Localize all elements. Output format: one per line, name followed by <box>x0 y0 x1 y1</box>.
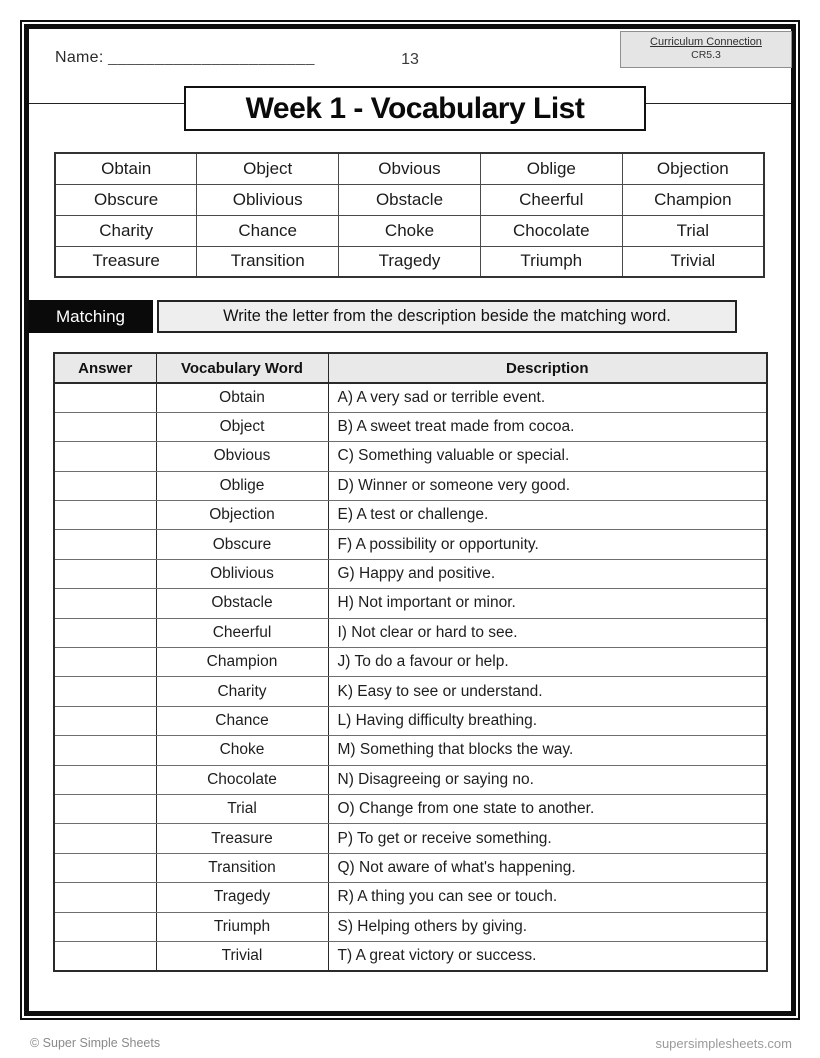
description-cell: J) To do a favour or help. <box>328 648 767 677</box>
description-cell: G) Happy and positive. <box>328 559 767 588</box>
answer-cell[interactable] <box>54 530 156 559</box>
matching-instruction-box <box>157 300 737 333</box>
name-label: Name: <box>55 49 104 66</box>
vocabulary-word-cell: Champion <box>156 648 328 677</box>
matching-row <box>54 677 767 706</box>
word-bank-cell: Trivial <box>622 246 764 277</box>
matching-row <box>54 765 767 794</box>
vocabulary-word-cell: Obtain <box>156 383 328 412</box>
vocabulary-word-column-header: Vocabulary Word <box>156 353 328 383</box>
word-bank-table <box>54 152 765 278</box>
description-cell: Q) Not aware of what's happening. <box>328 853 767 882</box>
word-bank-cell: Chocolate <box>480 215 622 246</box>
vocabulary-word-cell: Obvious <box>156 442 328 471</box>
answer-cell[interactable] <box>54 736 156 765</box>
copyright-text: © Super Simple Sheets <box>30 1036 161 1050</box>
matching-instruction-text: Write the letter from the description beside the matching word. <box>223 307 671 325</box>
description-cell: C) Something valuable or special. <box>328 442 767 471</box>
page-number: 13 <box>401 51 419 68</box>
matching-row <box>54 853 767 882</box>
vocabulary-word-cell: Trial <box>156 794 328 823</box>
vocabulary-word-cell: Oblivious <box>156 559 328 588</box>
word-bank-cell: Obscure <box>55 184 197 215</box>
matching-table-header-row <box>54 353 767 383</box>
answer-cell[interactable] <box>54 912 156 941</box>
matching-row <box>54 912 767 941</box>
matching-section-label <box>28 300 153 333</box>
description-cell: E) A test or challenge. <box>328 501 767 530</box>
word-bank-cell: Choke <box>339 215 481 246</box>
worksheet-title-box <box>184 86 646 131</box>
description-cell: M) Something that blocks the way. <box>328 736 767 765</box>
answer-cell[interactable] <box>54 383 156 412</box>
description-cell: B) A sweet treat made from cocoa. <box>328 412 767 441</box>
matching-row <box>54 412 767 441</box>
matching-row <box>54 530 767 559</box>
word-bank-cell: Cheerful <box>480 184 622 215</box>
answer-cell[interactable] <box>54 412 156 441</box>
answer-cell[interactable] <box>54 706 156 735</box>
matching-row <box>54 706 767 735</box>
matching-row <box>54 559 767 588</box>
answer-cell[interactable] <box>54 442 156 471</box>
matching-row <box>54 883 767 912</box>
word-bank-cell: Obvious <box>339 153 481 184</box>
vocabulary-word-cell: Cheerful <box>156 618 328 647</box>
description-cell: L) Having difficulty breathing. <box>328 706 767 735</box>
answer-cell[interactable] <box>54 941 156 970</box>
curriculum-badge-code: CR5.3 <box>691 49 721 61</box>
description-cell: R) A thing you can see or touch. <box>328 883 767 912</box>
vocabulary-word-cell: Objection <box>156 501 328 530</box>
description-cell: S) Helping others by giving. <box>328 912 767 941</box>
description-cell: N) Disagreeing or saying no. <box>328 765 767 794</box>
word-bank-cell: Triumph <box>480 246 622 277</box>
answer-cell[interactable] <box>54 765 156 794</box>
vocabulary-word-cell: Oblige <box>156 471 328 500</box>
matching-row <box>54 501 767 530</box>
curriculum-badge-title: Curriculum Connection <box>650 36 762 48</box>
description-cell: D) Winner or someone very good. <box>328 471 767 500</box>
answer-column-header: Answer <box>54 353 156 383</box>
description-cell: H) Not important or minor. <box>328 589 767 618</box>
matching-row <box>54 736 767 765</box>
answer-cell[interactable] <box>54 559 156 588</box>
answer-cell[interactable] <box>54 648 156 677</box>
vocabulary-word-cell: Transition <box>156 853 328 882</box>
answer-cell[interactable] <box>54 471 156 500</box>
vocabulary-word-cell: Treasure <box>156 824 328 853</box>
answer-cell[interactable] <box>54 589 156 618</box>
word-bank-cell: Charity <box>55 215 197 246</box>
word-bank-row <box>55 153 764 184</box>
description-cell: T) A great victory or success. <box>328 941 767 970</box>
word-bank-row <box>55 215 764 246</box>
word-bank-cell: Treasure <box>55 246 197 277</box>
word-bank-cell: Obtain <box>55 153 197 184</box>
word-bank-cell: Champion <box>622 184 764 215</box>
vocabulary-word-cell: Trivial <box>156 941 328 970</box>
word-bank-row <box>55 184 764 215</box>
answer-cell[interactable] <box>54 794 156 823</box>
vocabulary-word-cell: Obstacle <box>156 589 328 618</box>
answer-cell[interactable] <box>54 677 156 706</box>
answer-cell[interactable] <box>54 618 156 647</box>
word-bank-cell: Obstacle <box>339 184 481 215</box>
description-cell: K) Easy to see or understand. <box>328 677 767 706</box>
website-text: supersimplesheets.com <box>655 1036 792 1051</box>
matching-row <box>54 941 767 970</box>
word-bank-row <box>55 246 764 277</box>
vocabulary-word-cell: Choke <box>156 736 328 765</box>
word-bank-cell: Objection <box>622 153 764 184</box>
matching-row <box>54 794 767 823</box>
matching-row <box>54 471 767 500</box>
word-bank-cell: Trial <box>622 215 764 246</box>
word-bank-cell: Oblige <box>480 153 622 184</box>
vocabulary-word-cell: Triumph <box>156 912 328 941</box>
vocabulary-word-cell: Chocolate <box>156 765 328 794</box>
answer-cell[interactable] <box>54 853 156 882</box>
description-cell: I) Not clear or hard to see. <box>328 618 767 647</box>
word-bank-cell: Object <box>197 153 339 184</box>
matching-row <box>54 618 767 647</box>
name-blank-line[interactable]: ______________________ <box>108 49 315 66</box>
answer-cell[interactable] <box>54 824 156 853</box>
matching-table <box>53 352 768 972</box>
description-cell: O) Change from one state to another. <box>328 794 767 823</box>
description-cell: A) A very sad or terrible event. <box>328 383 767 412</box>
matching-row <box>54 383 767 412</box>
word-bank-cell: Chance <box>197 215 339 246</box>
vocabulary-word-cell: Object <box>156 412 328 441</box>
word-bank-cell: Oblivious <box>197 184 339 215</box>
matching-section-label-text: Matching <box>56 306 125 326</box>
matching-row <box>54 442 767 471</box>
description-cell: P) To get or receive something. <box>328 824 767 853</box>
curriculum-connection-badge <box>620 31 792 68</box>
answer-cell[interactable] <box>54 501 156 530</box>
word-bank-cell: Tragedy <box>339 246 481 277</box>
vocabulary-word-cell: Tragedy <box>156 883 328 912</box>
worksheet-title: Week 1 - Vocabulary List <box>245 91 585 125</box>
matching-row <box>54 824 767 853</box>
vocabulary-word-cell: Chance <box>156 706 328 735</box>
matching-row <box>54 648 767 677</box>
answer-cell[interactable] <box>54 883 156 912</box>
vocabulary-word-cell: Obscure <box>156 530 328 559</box>
vocabulary-word-cell: Charity <box>156 677 328 706</box>
description-column-header: Description <box>328 353 767 383</box>
word-bank-cell: Transition <box>197 246 339 277</box>
matching-row <box>54 589 767 618</box>
description-cell: F) A possibility or opportunity. <box>328 530 767 559</box>
